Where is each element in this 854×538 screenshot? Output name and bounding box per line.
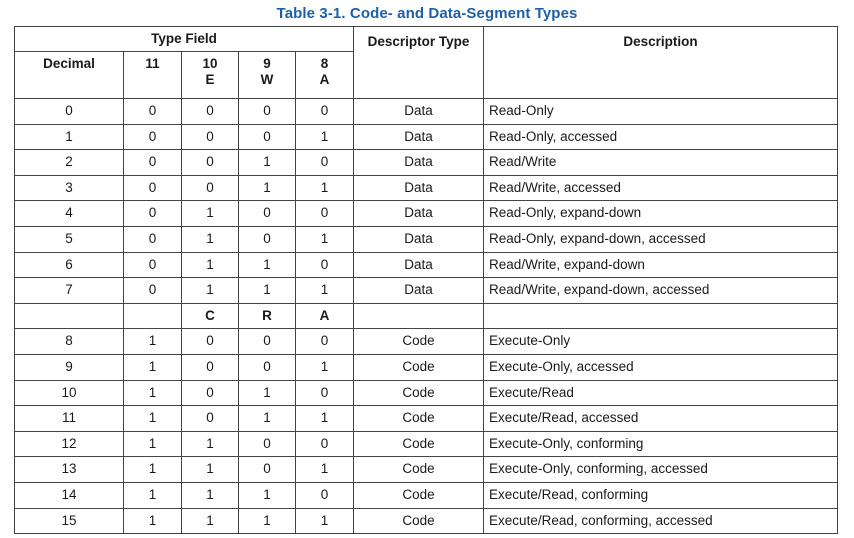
description-header: Description <box>484 27 838 99</box>
decimal-cell: 4 <box>15 201 124 227</box>
bit9-cell: 0 <box>239 354 296 380</box>
code-segment-rows <box>15 329 838 534</box>
bit8-cell: 0 <box>296 201 354 227</box>
table-row <box>15 150 838 176</box>
table-row <box>15 406 838 432</box>
description-cell: Execute-Only, conforming, accessed <box>484 457 838 483</box>
bit9-cell: 0 <box>239 329 296 355</box>
sub-desc-cell <box>484 303 838 329</box>
bit8-cell: 0 <box>296 99 354 125</box>
bit11-cell: 1 <box>124 406 182 432</box>
table-row <box>15 226 838 252</box>
descriptor-type-cell: Data <box>354 99 484 125</box>
bit10-flag: E <box>205 72 215 87</box>
decimal-cell: 7 <box>15 278 124 304</box>
bit8-cell: 0 <box>296 252 354 278</box>
sub-bit11-cell <box>124 303 182 329</box>
decimal-cell: 3 <box>15 175 124 201</box>
decimal-cell: 8 <box>15 329 124 355</box>
sub-bit10-cell: C <box>182 303 239 329</box>
bit11-cell: 0 <box>124 278 182 304</box>
decimal-cell: 11 <box>15 406 124 432</box>
decimal-cell: 0 <box>15 99 124 125</box>
bit9-cell: 0 <box>239 99 296 125</box>
bit9-cell: 1 <box>239 252 296 278</box>
table-row <box>15 354 838 380</box>
bit11-cell: 0 <box>124 226 182 252</box>
bit10-number: 10 <box>202 56 218 71</box>
descriptor-type-cell: Data <box>354 175 484 201</box>
bit9-number: 9 <box>263 56 271 71</box>
bit8-cell: 1 <box>296 124 354 150</box>
description-cell: Read/Write, accessed <box>484 175 838 201</box>
bit10-cell: 0 <box>182 150 239 176</box>
decimal-cell: 15 <box>15 508 124 534</box>
descriptor-type-cell: Code <box>354 457 484 483</box>
decimal-cell: 6 <box>15 252 124 278</box>
bit10-cell: 0 <box>182 380 239 406</box>
bit8-flag: A <box>319 72 330 87</box>
bit10-cell: 1 <box>182 431 239 457</box>
bit10-cell: 1 <box>182 457 239 483</box>
bit10-cell: 0 <box>182 99 239 125</box>
code-subheader-row <box>15 303 838 329</box>
bit10-cell: 1 <box>182 278 239 304</box>
bit11-header: 11 <box>124 52 182 99</box>
bit11-cell: 0 <box>124 252 182 278</box>
bit10-cell: 1 <box>182 226 239 252</box>
descriptor-type-cell: Data <box>354 252 484 278</box>
bit11-cell: 1 <box>124 329 182 355</box>
bit11-cell: 1 <box>124 354 182 380</box>
table-row <box>15 457 838 483</box>
bit11-cell: 0 <box>124 201 182 227</box>
descriptor-type-cell: Code <box>354 380 484 406</box>
bit8-cell: 0 <box>296 482 354 508</box>
description-cell: Read/Write, expand-down <box>484 252 838 278</box>
data-segment-rows <box>15 99 838 304</box>
description-cell: Execute/Read, conforming <box>484 482 838 508</box>
description-cell: Read-Only, accessed <box>484 124 838 150</box>
bit8-cell: 1 <box>296 406 354 432</box>
sub-decimal-cell <box>15 303 124 329</box>
bit10-cell: 0 <box>182 354 239 380</box>
bit10-cell: 0 <box>182 329 239 355</box>
decimal-cell: 9 <box>15 354 124 380</box>
descriptor-type-cell: Code <box>354 329 484 355</box>
description-cell: Read/Write <box>484 150 838 176</box>
descriptor-type-header: Descriptor Type <box>354 27 484 99</box>
bit8-cell: 0 <box>296 380 354 406</box>
sub-type-cell <box>354 303 484 329</box>
bit9-cell: 1 <box>239 482 296 508</box>
bit8-cell: 1 <box>296 175 354 201</box>
table-row <box>15 252 838 278</box>
bit8-header <box>296 52 354 99</box>
bit9-cell: 1 <box>239 175 296 201</box>
description-cell: Read-Only, expand-down, accessed <box>484 226 838 252</box>
bit11-cell: 0 <box>124 175 182 201</box>
table-row <box>15 175 838 201</box>
table-row <box>15 329 838 355</box>
descriptor-type-cell: Data <box>354 226 484 252</box>
bit8-cell: 1 <box>296 354 354 380</box>
description-cell: Execute/Read <box>484 380 838 406</box>
descriptor-type-cell: Code <box>354 431 484 457</box>
description-cell: Execute-Only, conforming <box>484 431 838 457</box>
descriptor-type-cell: Data <box>354 278 484 304</box>
bit11-cell: 0 <box>124 124 182 150</box>
table-row <box>15 380 838 406</box>
bit10-cell: 0 <box>182 124 239 150</box>
description-cell: Execute-Only, accessed <box>484 354 838 380</box>
description-cell: Read-Only, expand-down <box>484 201 838 227</box>
bit10-cell: 1 <box>182 508 239 534</box>
bit11-cell: 1 <box>124 380 182 406</box>
description-cell: Execute/Read, conforming, accessed <box>484 508 838 534</box>
bit8-cell: 0 <box>296 431 354 457</box>
code-subheader-group <box>15 303 838 329</box>
bit11-cell: 1 <box>124 457 182 483</box>
bit11-cell: 1 <box>124 482 182 508</box>
bit9-header <box>239 52 296 99</box>
bit9-cell: 0 <box>239 457 296 483</box>
bit10-cell: 1 <box>182 201 239 227</box>
descriptor-type-cell: Code <box>354 354 484 380</box>
bit9-cell: 0 <box>239 124 296 150</box>
table-row <box>15 482 838 508</box>
bit9-cell: 1 <box>239 380 296 406</box>
decimal-cell: 2 <box>15 150 124 176</box>
bit10-cell: 0 <box>182 175 239 201</box>
description-cell: Execute-Only <box>484 329 838 355</box>
table-row <box>15 124 838 150</box>
decimal-cell: 12 <box>15 431 124 457</box>
type-field-header: Type Field <box>15 27 354 52</box>
decimal-cell: 14 <box>15 482 124 508</box>
bit9-cell: 0 <box>239 226 296 252</box>
bit9-cell: 0 <box>239 431 296 457</box>
bit8-number: 8 <box>320 56 329 71</box>
bit8-cell: 1 <box>296 508 354 534</box>
table-row <box>15 99 838 125</box>
description-cell: Read/Write, expand-down, accessed <box>484 278 838 304</box>
bit9-cell: 1 <box>239 406 296 432</box>
decimal-cell: 1 <box>15 124 124 150</box>
bit8-cell: 1 <box>296 457 354 483</box>
bit11-cell: 1 <box>124 508 182 534</box>
decimal-cell: 10 <box>15 380 124 406</box>
table-row <box>15 431 838 457</box>
decimal-cell: 13 <box>15 457 124 483</box>
bit8-cell: 0 <box>296 329 354 355</box>
bit11-cell: 0 <box>124 150 182 176</box>
bit9-flag: W <box>260 72 274 87</box>
bit8-cell: 0 <box>296 150 354 176</box>
segment-types-table <box>14 26 838 534</box>
bit10-cell: 0 <box>182 406 239 432</box>
bit10-cell: 1 <box>182 482 239 508</box>
table-row <box>15 201 838 227</box>
descriptor-type-cell: Data <box>354 150 484 176</box>
bit9-cell: 1 <box>239 508 296 534</box>
bit9-cell: 1 <box>239 150 296 176</box>
descriptor-type-cell: Data <box>354 201 484 227</box>
bit9-cell: 0 <box>239 201 296 227</box>
descriptor-type-cell: Code <box>354 508 484 534</box>
bit8-cell: 1 <box>296 226 354 252</box>
descriptor-type-cell: Data <box>354 124 484 150</box>
bit10-cell: 1 <box>182 252 239 278</box>
table-row <box>15 278 838 304</box>
sub-bit8-cell: A <box>296 303 354 329</box>
bit10-header <box>182 52 239 99</box>
bit11-cell: 0 <box>124 99 182 125</box>
descriptor-type-cell: Code <box>354 406 484 432</box>
descriptor-type-cell: Code <box>354 482 484 508</box>
table-row <box>15 508 838 534</box>
sub-bit9-cell: R <box>239 303 296 329</box>
decimal-header: Decimal <box>15 52 124 99</box>
decimal-cell: 5 <box>15 226 124 252</box>
description-cell: Read-Only <box>484 99 838 125</box>
bit8-cell: 1 <box>296 278 354 304</box>
description-cell: Execute/Read, accessed <box>484 406 838 432</box>
bit9-cell: 1 <box>239 278 296 304</box>
bit11-cell: 1 <box>124 431 182 457</box>
table-caption: Table 3-1. Code- and Data-Segment Types <box>276 5 578 22</box>
